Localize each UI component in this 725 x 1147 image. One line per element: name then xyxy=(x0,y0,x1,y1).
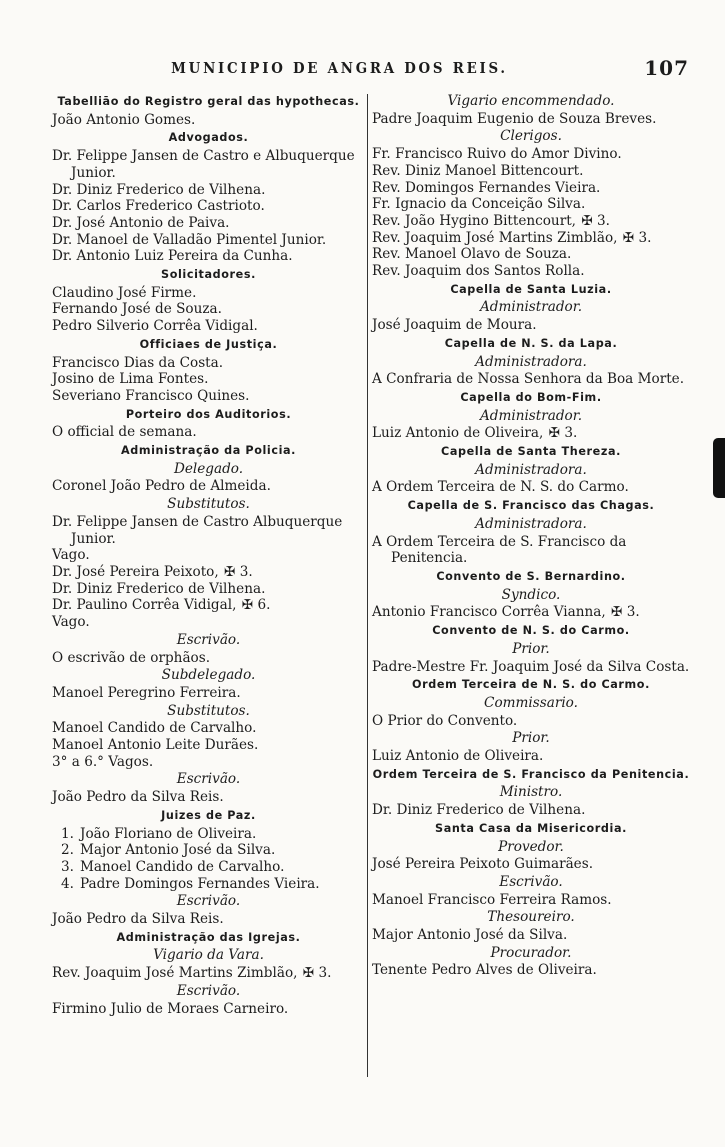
role-subheading: Substitutos. xyxy=(167,496,250,513)
role-subheading: Prior. xyxy=(512,640,550,657)
entry-text: José Pereira Peixoto Guimarães. xyxy=(372,856,594,873)
name-entry xyxy=(52,285,365,302)
entry-text: Josino de Lima Fontes. xyxy=(52,371,209,388)
name-entry xyxy=(372,146,690,163)
role-subheading: Thesoureiro. xyxy=(487,909,575,926)
entry-text: Manoel Peregrino Ferreira. xyxy=(52,684,241,701)
entry-text: Dr. Felippe Jansen de Castro Albuquerque Junior. xyxy=(52,513,343,547)
section-heading: Administração da Policia. xyxy=(120,444,297,458)
role-subheading: Escrivão. xyxy=(176,893,241,910)
name-entry xyxy=(372,713,690,730)
name-entry xyxy=(52,318,365,335)
name-entry xyxy=(372,802,690,819)
role-subheading: Administrador. xyxy=(479,407,583,424)
name-entry xyxy=(52,478,365,495)
section-heading: Capella de N. S. da Lapa. xyxy=(444,336,618,350)
name-entry xyxy=(372,263,690,280)
entry-text: João Pedro da Silva Reis. xyxy=(52,911,224,928)
entry-text: Dr. Diniz Frederico de Vilhena. xyxy=(372,802,586,819)
role-subheading: Administrador. xyxy=(479,299,583,316)
entry-text: 3° a 6.° Vagos. xyxy=(52,753,154,770)
name-entry xyxy=(52,597,365,614)
entry-text: Rev. Diniz Manoel Bittencourt. xyxy=(372,162,584,179)
entry-text: A Confraria de Nossa Senhora da Boa Morte. xyxy=(372,371,685,388)
entry-text: A Ordem Terceira de N. S. do Carmo. xyxy=(372,479,629,496)
role-subheading: Prior. xyxy=(512,730,550,747)
section-heading: Convento de N. S. do Carmo. xyxy=(432,624,630,638)
left-column xyxy=(52,92,365,1017)
name-entry xyxy=(372,479,690,496)
entry-text: Padre-Mestre Fr. Joaquim José da Silva Costa. xyxy=(372,658,690,675)
numbered-entry xyxy=(52,826,365,843)
section-heading: Porteiro dos Auditorios. xyxy=(125,407,292,421)
page-header-title: MUNICIPIO DE ANGRA DOS REIS. xyxy=(171,60,508,77)
entry-number: 4. xyxy=(61,875,74,892)
entry-text: João Pedro da Silva Reis. xyxy=(52,789,224,806)
section-heading: Tabelliāo do Registro geral das hypothecas. xyxy=(57,95,360,108)
entry-text: Fr. Francisco Ruivo do Amor Divino. xyxy=(372,146,622,163)
name-entry xyxy=(372,230,690,247)
name-entry xyxy=(372,196,690,213)
name-entry xyxy=(372,317,690,334)
entry-text: João Floriano de Oliveira. xyxy=(80,825,257,842)
section-heading: Santa Casa da Misericordia. xyxy=(435,821,627,835)
entry-text: Rev. João Hygino Bittencourt, xyxy=(372,212,576,229)
numbered-entry xyxy=(52,859,365,876)
entry-number: 3. xyxy=(61,858,74,875)
entry-text: Dr. Felippe Jansen de Castro e Albuquerque Junior. xyxy=(52,148,355,181)
role-subheading: Provedor. xyxy=(498,838,564,855)
entry-text: Pedro Silverio Corrêa Vidigal. xyxy=(52,318,258,335)
column-divider xyxy=(367,94,368,1077)
role-subheading: Administradora. xyxy=(475,515,587,532)
section-heading: Solicitadores. xyxy=(161,268,256,282)
name-entry xyxy=(52,547,365,564)
role-subheading: Escrivão. xyxy=(176,771,241,788)
section-heading: Administração das Igrejas. xyxy=(116,930,301,944)
role-subheading: Vigario da Vara. xyxy=(153,947,264,964)
name-entry xyxy=(372,927,690,944)
name-entry xyxy=(52,232,365,249)
numbered-entry xyxy=(52,842,365,859)
name-entry xyxy=(372,962,690,979)
role-subheading: Delegado. xyxy=(173,460,244,477)
section-heading: Convento de S. Bernardino. xyxy=(436,569,626,583)
role-subheading: Vigario encommendado. xyxy=(447,93,615,109)
name-entry xyxy=(372,604,690,621)
entry-text: Francisco Dias da Costa. xyxy=(52,354,224,371)
order-cross-icon: ✠ 6. xyxy=(241,597,271,614)
entry-text: Claudino José Firme. xyxy=(52,284,197,301)
role-subheading: Escrivão. xyxy=(176,982,241,999)
name-entry xyxy=(52,614,365,631)
section-heading: Capella de Santa Thereza. xyxy=(441,445,621,459)
name-entry xyxy=(372,246,690,263)
role-subheading: Subdelegado. xyxy=(161,667,256,684)
section-heading: Ordem Terceira de S. Francisco da Penitencia. xyxy=(372,767,690,781)
entry-text: Dr. Antonio Luiz Pereira da Cunha. xyxy=(52,248,293,265)
numbered-entry xyxy=(52,876,365,893)
entry-text: Rev. Domingos Fernandes Vieira. xyxy=(372,179,601,196)
entry-text: Rev. Manoel Olavo de Souza. xyxy=(372,246,572,263)
entry-text: Fernando José de Souza. xyxy=(52,301,222,318)
entry-text: Dr. Carlos Frederico Castrioto. xyxy=(52,198,265,215)
role-subheading: Procurador. xyxy=(490,944,572,961)
name-entry xyxy=(372,748,690,765)
name-entry xyxy=(372,534,690,567)
name-entry xyxy=(52,754,365,771)
entry-text: João Antonio Gomes. xyxy=(52,111,196,128)
name-entry xyxy=(52,514,365,547)
name-entry xyxy=(52,685,365,702)
section-heading: Capella de Santa Luzia. xyxy=(450,282,612,296)
right-column xyxy=(372,92,690,979)
name-entry xyxy=(52,388,365,405)
name-entry xyxy=(372,213,690,230)
name-entry xyxy=(52,355,365,372)
entry-text: Padre Domingos Fernandes Vieira. xyxy=(80,875,320,892)
name-entry xyxy=(52,720,365,737)
name-entry xyxy=(52,789,365,806)
name-entry xyxy=(52,965,365,982)
name-entry xyxy=(52,581,365,598)
order-cross-icon: ✠ 3. xyxy=(611,604,640,621)
entry-text: Rev. Joaquim José Martins Zimblão, xyxy=(52,965,298,982)
page-number: 107 xyxy=(644,56,689,80)
entry-text: Dr. Manoel de Valladão Pimentel Junior. xyxy=(52,231,327,248)
running-head xyxy=(50,56,689,86)
entry-text: Major Antonio José da Silva. xyxy=(372,927,568,944)
entry-text: Vago. xyxy=(52,614,90,631)
entry-text: Luiz Antonio de Oliveira. xyxy=(372,748,544,765)
role-subheading: Commissario. xyxy=(484,694,578,711)
role-subheading: Administradora. xyxy=(475,353,587,370)
entry-text: Dr. José Antonio de Paiva. xyxy=(52,214,230,231)
entry-text: Dr. José Pereira Peixoto, xyxy=(52,563,219,580)
entry-text: Rev. Joaquim José Martins Zimblão, xyxy=(372,229,618,246)
section-heading: Officiaes de Justiça. xyxy=(139,337,278,351)
section-heading: Juizes de Paz. xyxy=(161,808,256,822)
name-entry xyxy=(52,650,365,667)
entry-text: Luiz Antonio de Oliveira, xyxy=(372,425,544,442)
role-subheading: Escrivão. xyxy=(176,631,241,648)
role-subheading: Clerigos. xyxy=(500,128,562,145)
entry-text: Fr. Ignacio da Conceição Silva. xyxy=(372,196,586,213)
name-entry xyxy=(52,182,365,199)
entry-text: Manoel Candido de Carvalho. xyxy=(80,858,285,875)
name-entry xyxy=(52,148,365,181)
section-heading: Capella de S. Francisco das Chagas. xyxy=(407,499,655,513)
section-heading: Advogados. xyxy=(168,131,249,145)
name-entry xyxy=(52,301,365,318)
entry-text: Antonio Francisco Corrêa Vianna, xyxy=(372,604,606,621)
name-entry xyxy=(52,215,365,232)
entry-text: Manoel Antonio Leite Durães. xyxy=(52,737,259,754)
name-entry xyxy=(52,371,365,388)
page-edge-mark xyxy=(713,438,725,498)
name-entry xyxy=(52,112,365,129)
order-cross-icon: ✠ 3. xyxy=(581,212,610,229)
order-cross-icon: ✠ 3. xyxy=(302,965,332,982)
name-entry xyxy=(372,111,690,128)
role-subheading: Ministro. xyxy=(499,784,563,801)
entry-text: O official de semana. xyxy=(52,424,197,441)
entry-text: Coronel João Pedro de Almeida. xyxy=(52,478,271,495)
name-entry xyxy=(372,371,690,388)
name-entry xyxy=(372,163,690,180)
name-entry xyxy=(372,856,690,873)
entry-text: Major Antonio José da Silva. xyxy=(80,842,276,859)
name-entry xyxy=(52,911,365,928)
role-subheading: Syndico. xyxy=(501,586,561,603)
entry-text: Dr. Diniz Frederico de Vilhena. xyxy=(52,181,266,198)
section-heading: Capella do Bom-Fim. xyxy=(460,390,602,404)
name-entry xyxy=(52,1001,365,1018)
name-entry xyxy=(52,198,365,215)
entry-text: A Ordem Terceira de S. Francisco da Penitencia. xyxy=(372,533,627,567)
entry-text: Firmino Julio de Moraes Carneiro. xyxy=(52,1000,289,1017)
entry-text: Manoel Francisco Ferreira Ramos. xyxy=(372,891,612,908)
entry-text: Severiano Francisco Quines. xyxy=(52,387,250,404)
entry-text: O escrivão de orphãos. xyxy=(52,649,211,666)
entry-number: 2. xyxy=(61,842,74,859)
name-entry xyxy=(372,425,690,442)
name-entry xyxy=(52,424,365,441)
entry-number: 1. xyxy=(61,825,74,842)
name-entry xyxy=(52,248,365,265)
entry-text: Manoel Candido de Carvalho. xyxy=(52,720,257,737)
entry-text: Dr. Paulino Corrêa Vidigal, xyxy=(52,597,237,614)
role-subheading: Administradora. xyxy=(475,461,587,478)
order-cross-icon: ✠ 3. xyxy=(548,425,578,442)
name-entry xyxy=(372,892,690,909)
entry-text: O Prior do Convento. xyxy=(372,712,518,729)
entry-text: Padre Joaquim Eugenio de Souza Breves. xyxy=(372,110,657,127)
order-cross-icon: ✠ 3. xyxy=(622,229,652,246)
section-heading: Ordem Terceira de N. S. do Carmo. xyxy=(412,678,650,692)
name-entry xyxy=(52,564,365,581)
entry-text: Vago. xyxy=(52,547,90,564)
entry-text: Dr. Diniz Frederico de Vilhena. xyxy=(52,580,266,597)
entry-text: Tenente Pedro Alves de Oliveira. xyxy=(372,962,597,979)
order-cross-icon: ✠ 3. xyxy=(224,563,253,580)
name-entry xyxy=(372,180,690,197)
name-entry xyxy=(372,659,690,676)
role-subheading: Escrivão. xyxy=(499,873,563,890)
entry-text: Rev. Joaquim dos Santos Rolla. xyxy=(372,263,585,280)
role-subheading: Substitutos. xyxy=(167,702,250,719)
entry-text: José Joaquim de Moura. xyxy=(372,317,537,334)
name-entry xyxy=(52,737,365,754)
